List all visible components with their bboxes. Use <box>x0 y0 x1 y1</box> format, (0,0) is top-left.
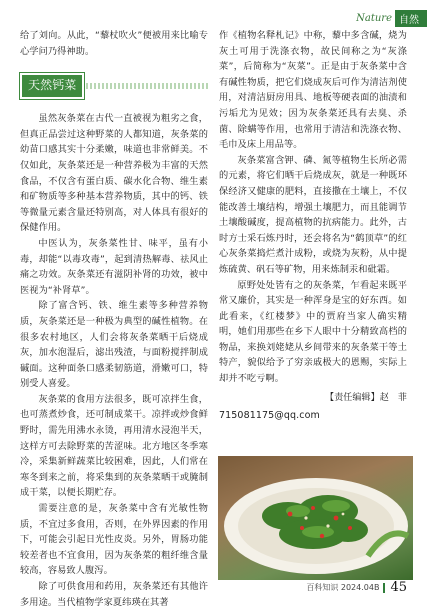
paragraph: 需要注意的是，灰条菜中含有光敏性物质，不宜过多食用，否则，在外界因素的作用下，可能会引起日光性皮炎。另外，胃肠功能较差者也不宜食用，因为灰条菜的粗纤维含量较高，容易致人腹泻。 <box>20 503 208 577</box>
paragraph: 给了刘向。从此，“藜杖吹火”便被用来比喻专心学问乃得神助。 <box>20 30 208 57</box>
section-heading-title: 天然钙菜 <box>20 73 84 99</box>
section-badge <box>356 10 427 27</box>
paragraph: 灰条菜富含钾、磷、氮等植物生长所必需的元素，将它们晒干后烧成灰，就是一种既环保经济又健康的肥料，直接撒在土壤上，不仅能改善土壤结构，增强土壤肥力，而且能调节土壤酸碱度，提高植物的抗病能力。此外，古时方士采石炼丹时，还会将名为“鹤顶草”的红心灰条菜捣烂煮汁成粉，或烧为灰粉，从中提炼硫黄、矾石等矿物，用来炼制汞和砒霜。 <box>219 154 407 275</box>
right-column <box>219 28 407 424</box>
dish-photo <box>218 456 413 580</box>
heading-rule <box>86 83 208 89</box>
paragraph: 作《植物名释札记》中称，藜中多含碱，烧为灰土可用于洗涤衣物，故民间称之为“灰涤菜”，后简称为“灰菜”。正是由于灰条菜中含有碱性物质，把它们烧成灰后可作为清洁剂使用，对清洁厨房用具、地板等硬表面的油渍和污垢尤为见效；因为灰条菜还具有去臭、杀菌、除螨等作用，也常用于清洁和洗涤衣物、毛巾及床上用品等。 <box>219 30 407 151</box>
footer-divider <box>383 583 385 593</box>
page-number: 45 <box>390 580 407 595</box>
paragraph: 除了富含钙、铁、维生素等多种营养物质，灰条菜还是一种极为典型的碱性植物。在很多农村地区，人们会将灰条菜晒干后烧成灰，加水泡湿后，滤出残渣，与面粉搅拌制成碱面。这种面条口感柔韧筋道，滑嫩可口，特别受人喜爱。 <box>20 300 208 390</box>
magazine-issue: 百科知识 2024.04B <box>306 583 380 592</box>
page-footer <box>306 580 407 595</box>
editor-email: 715081175@qq.com <box>219 410 320 422</box>
left-column <box>20 28 208 610</box>
paragraph: 中医认为，灰条菜性甘、味平，虽有小毒，却能“以毒攻毒”，起到清热解毒、祛风止痛之功效。灰条菜还有滋阴补肾的功效，被中医视为“补肾草”。 <box>20 237 208 296</box>
section-label-en: Nature <box>356 13 392 24</box>
paragraph: 灰条菜的食用方法很多，既可凉拌生食，也可蒸煮炒食，还可制成菜干。凉拌或炒食鲜野时，需先用沸水永烫，再用清水浸泡半天，这样方可去除野菜的苦涩味。北方地区冬季寒冷，采集新鲜蔬菜比较困难，因此，人们常在寒冬到来之前，将采集到的灰条菜晒干或腌制成干菜，以便长期贮存。 <box>20 393 208 499</box>
editor-credit: 【责任编辑】赵 菲 <box>325 392 407 403</box>
section-heading <box>20 75 208 97</box>
paragraph: 原野处处皆有之的灰条菜，乍看起来既平常又廉价，其实是一种浑身是宝的好东西。如此看来，《红楼梦》中的贾府当家人确实精明，她们用那些在乡下人眼中十分精致高档的物品，来换刘姥姥从乡间带来的灰条菜干等土特产，貌似给予了穷亲戚极大的恩赐，实际上却并不吃亏啊。 <box>219 279 407 385</box>
paragraph: 虽然灰条菜在古代一直被视为粗劣之食，但真正品尝过这种野菜的人都知道，灰条菜的幼苗口感其实十分柔嫩，味道也非常鲜美。不仅如此，灰条菜还是一种营养极为丰富的天然食品，不仅含有蛋白质、碳水化合物、维生素和矿物质等多种基本营养物质，其中的钙、铁等微量元素含量还特别高，对人体具有很好的保健作用。 <box>20 113 208 234</box>
section-label-zh: 自然 <box>395 10 427 27</box>
salad-plate-illustration <box>218 456 413 580</box>
paragraph: 除了可供食用和药用，灰条菜还有其他许多用途。当代植物学家夏纬瑛在其著 <box>20 581 208 608</box>
